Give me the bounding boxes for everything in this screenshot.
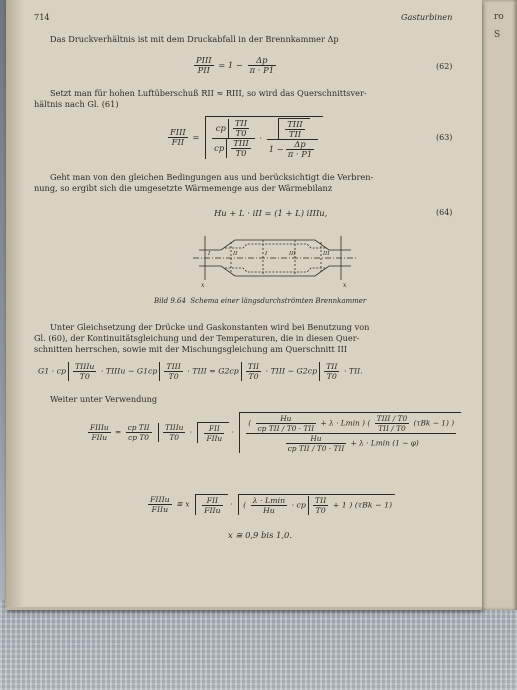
big-equation: $\frac{\text{FIIIu}}{\text{FIIu}}$ = $\frac{\text{cp TII}}{\text{cp T0}}$ $\frac{\text{TIIIu}}{T0}$ · $\frac{\text{FII}}{\text{FIIu}}$ · ( $\frac{Hu}{\text{cp TII / T0 · TII}}$ + λ · Lmin ) ( $\frac{\text{TIII / T0}}{\text{TII / T0}}$ (τBk − 1) ) $\frac{Hu}{\text{cp TII / T0 · TII}}$ + λ · Lmin (1 − φ) <box>86 412 461 453</box>
paragraph-2-line-2: hältnis nach Gl. (61) <box>34 99 119 109</box>
adjacent-page-fragment: S <box>494 30 501 40</box>
equation-number-62: (62) <box>436 62 453 71</box>
running-head: Gasturbinen <box>401 12 453 22</box>
big-root: ( $\frac{Hu}{\text{cp TII / T0 · TII}}$ + λ · Lmin ) ( $\frac{\text{TIII / T0}}{\text{TII / T0}}$ (τBk − 1) ) $\frac{Hu}{\text{cp TII / T0 · TII}}$ + λ · Lmin (1 − φ) <box>239 412 461 453</box>
paragraph-4-line-2: Gl. (60), der Kontinuitätsgleichung und der Temperaturen, die in diesen Quer- <box>34 333 360 343</box>
eq63-root: cp $\frac{\text{TII}}{T0}$ cp $\frac{\text{TIII}}{T0}$ · $\frac{\text{TIII}}{\text{TII}}$ 1 − $\frac{\Delta p}{\pi \cdot P1}$ <box>205 116 323 159</box>
eq62-rhs-den: π · P1 <box>249 65 275 75</box>
equation-64: Hu + L · iII = (1 + L) iIIIu, <box>214 208 328 218</box>
paragraph-4-line-3: schnitten herrschen, sowie mit der Mischungsgleichung am Querschnitt III <box>34 344 348 354</box>
eq62-lhs-num: PIII <box>196 55 212 65</box>
approx-equation: $\frac{\text{FIIIu}}{\text{FIIu}}$ ≅ x $\frac{\text{FII}}{\text{FIIu}}$ · ( $\frac{\lambda \cdot Lmin}{Hu}$ · cp $\frac{\text{TII}}{T0}$ + 1 ) (τBk − 1) <box>146 494 395 515</box>
fig-label-sec3: III <box>289 251 296 257</box>
eq62-rhs-num: Δp <box>248 56 276 66</box>
equation-62 <box>192 56 278 75</box>
fig-label-x-left: x <box>201 282 205 288</box>
adjacent-page <box>480 0 517 610</box>
eq63-lhs-num: FIII <box>170 127 186 137</box>
eq62-lhs-den: PII <box>197 65 210 75</box>
eq63-lhs-den: FII <box>171 137 185 147</box>
page-number: 714 <box>34 12 50 22</box>
eq62-rhs-a: = 1 − <box>218 60 243 70</box>
paragraph-2-line-1: Setzt man für hohen Luftüberschuß RII ≈ RIII, so wird das Querschnittsver- <box>50 88 367 98</box>
fig-label-sec1b: I <box>265 251 268 257</box>
figure-caption <box>154 296 366 307</box>
adjacent-page-fragment: ro <box>494 12 504 22</box>
paragraph-1: Das Druckverhältnis ist mit dem Druckabfall in der Brennkammer Δp <box>50 34 339 44</box>
equation-number-63: (63) <box>436 133 453 142</box>
fig-label-sec3b: III <box>323 251 330 257</box>
fig-label-x-right: x <box>343 282 347 288</box>
equation-number-64: (64) <box>436 208 453 217</box>
fig-label-sec1: I <box>208 251 211 257</box>
equation-63: $\frac{\text{FIII}}{\text{FII}}$ = cp $\frac{\text{TII}}{T0}$ cp $\frac{\text{TIII}}{T0}$ · $\frac{\text{TIII}}{\text{TII}}$ 1 − $\frac{\Delta p}{\pi \cdot P1}$ <box>166 116 323 159</box>
mixing-equation: G1 · cp $\frac{\text{TIIIu}}{T0}$ · TIIIu − G1cp $\frac{\text{TIII}}{T0}$ · TIII = G2cp $\frac{\text{TII}}{T0}$ · TIII − G2cp $\frac{\text{TII}}{T0}$ · TII. <box>38 362 363 381</box>
fig-label-sec2: II <box>233 251 238 257</box>
page-gutter-shadow <box>6 0 24 607</box>
figure-caption-number: Bild 9.64 <box>154 297 186 305</box>
paragraph-4-line-1: Unter Gleichsetzung der Drücke und Gaskonstanten wird bei Benutzung von <box>50 322 370 332</box>
figure-caption-text: Schema einer längsdurchströmten Brennkammer <box>190 297 367 305</box>
paragraph-5: Weiter unter Verwendung <box>50 394 158 404</box>
combustion-chamber-diagram <box>191 228 361 288</box>
book-page <box>6 0 482 610</box>
paragraph-3-line-2: nung, so ergibt sich die umgesetzte Wärmemenge aus der Wärmebilanz <box>34 183 333 193</box>
range-equation: x ≅ 0,9 bis 1,0. <box>228 530 293 540</box>
paragraph-3-line-1: Geht man von den gleichen Bedingungen aus und berücksichtigt die Verbren- <box>50 172 374 182</box>
